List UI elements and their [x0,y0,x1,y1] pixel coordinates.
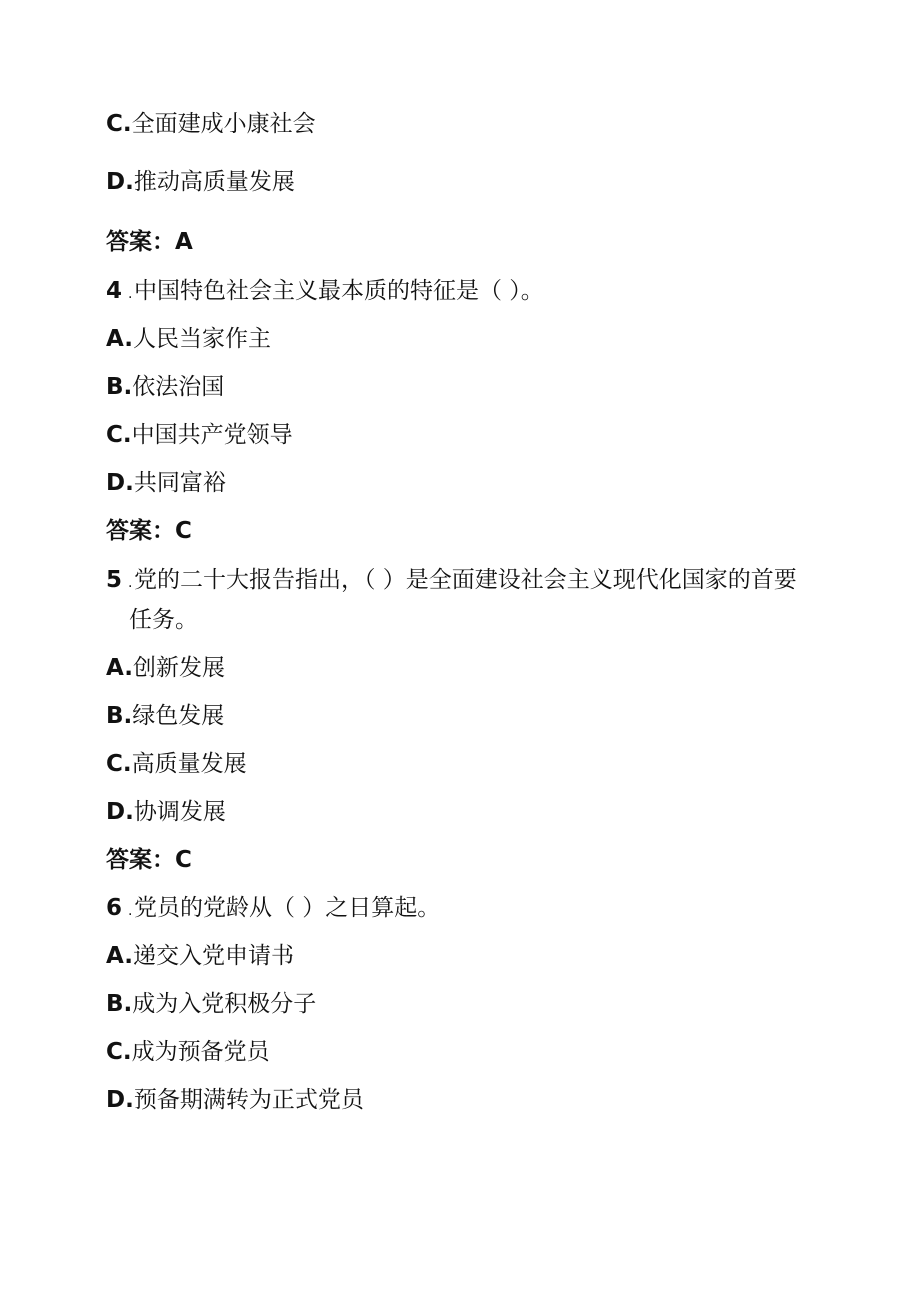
option-letter: B. [106,991,133,1017]
question-text: 中国特色社会主义最本质的特征是（ ）。 [134,278,544,304]
option-text: 创新发展 [132,655,225,681]
option-letter: C. [106,111,132,137]
question-line [106,893,440,926]
option-text: 递交入党申请书 [132,943,294,969]
option-line [106,653,225,683]
option-text: 预备期满转为正式党员 [133,1087,364,1113]
option-line [106,167,295,197]
question-dot: . [128,903,133,919]
question-number: 4 [106,278,123,304]
question-dot: . [128,575,133,591]
option-line [106,701,224,731]
option-line [106,1037,270,1067]
question-dot: . [128,286,133,302]
question-number: 6 [106,895,123,921]
option-letter: C. [106,751,132,777]
answer-line: 答案：C [106,518,192,544]
option-line [106,749,247,779]
option-letter: C. [106,422,132,448]
question-text: 党员的党龄从（ ）之日算起。 [134,895,441,921]
option-text: 人民当家作主 [132,326,271,352]
option-letter: D. [106,470,134,496]
option-letter: B. [106,374,133,400]
answer-line: 答案：C [106,847,192,873]
question-line [106,276,544,309]
option-letter: A. [106,326,133,352]
option-line [106,109,316,139]
answer-line: 答案：A [106,229,193,255]
option-line [106,372,224,402]
option-line [106,797,226,827]
option-text: 依法治国 [132,374,225,400]
option-line [106,941,294,971]
option-text: 推动高质量发展 [133,169,295,195]
question-continuation: 任务。 [129,607,198,633]
question-text: 党的二十大报告指出，（ ）是全面建设社会主义现代化国家的首要 [134,567,797,593]
option-text: 全面建成小康社会 [131,111,316,137]
option-letter: D. [106,799,134,825]
option-line [106,324,271,354]
option-text: 高质量发展 [131,751,247,777]
option-text: 共同富裕 [133,470,226,496]
option-line [106,468,226,498]
option-text: 协调发展 [133,799,226,825]
option-letter: B. [106,703,133,729]
option-text: 成为入党积极分子 [132,991,317,1017]
option-text: 中国共产党领导 [131,422,293,448]
option-line [106,1085,364,1115]
option-text: 绿色发展 [132,703,225,729]
option-letter: D. [106,169,134,195]
option-line [106,989,316,1019]
option-letter: A. [106,943,133,969]
option-text: 成为预备党员 [131,1039,270,1065]
question-line [106,565,797,598]
option-letter: D. [106,1087,134,1113]
question-number: 5 [106,567,123,593]
option-letter: A. [106,655,133,681]
option-letter: C. [106,1039,132,1065]
option-line [106,420,293,450]
